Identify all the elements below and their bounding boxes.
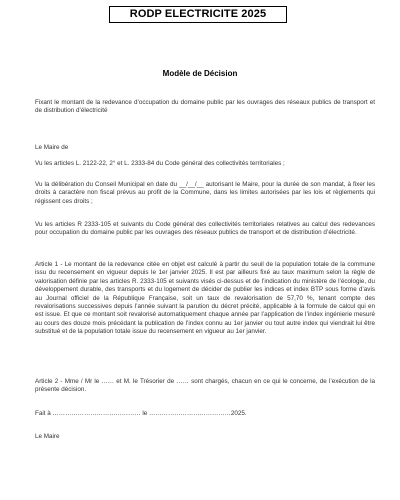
paragraph-signature: Le Maire: [35, 433, 60, 440]
paragraph-objet: Fixant le montant de la redevance d’occupation du domaine public par les ouvrages des réseaux publics de transport et de distribution d’électricité: [35, 99, 375, 115]
paragraph-article-2: Article 2 - Mme / Mr le …… et M. le Trésorier de …… sont chargés, chacun en ce qui le concerne, de l’exécution de la présente décision.: [35, 378, 375, 394]
paragraph-article-1: Article 1 - Le montant de la redevance citée en objet est calculé à partir du seuil de la population totale de la commune issu du recensement en vigueur depuis le 1er janvier 2025. Il est par ailleurs fixé au taux maximum selon la règle de valorisation définie par les articles R. 2333-105 et suivants visés ci-dessus et de l’indication du ministère de l’écologie, du développement durable, des transports et du logement de décider de publier les indices et index BTP sous forme d’avis au Journal officiel de la République Française, soit un taux de revalorisation de 57,70 %, tenant compte des revalorisations successives depuis l’année suivant la parution du décret précité, applicable à la formule de calcul qui en est issue. Et que ce montant soit revalorisé automatiquement chaque année par l’application de l’index ingénierie mesuré au cours des douze mois précédant la publication de l’index connu au 1er janvier ou tout autre index qui viendrait lui être substitué et de la population totale issue du recensement en vigueur au 1er janvier.: [35, 261, 375, 336]
document-subtitle: Modèle de Décision: [162, 69, 238, 78]
paragraph-fait: Fait à …………………………………… le …………………………………2025.: [35, 410, 247, 417]
paragraph-vu-3: Vu les articles R 2333-105 et suivants du Code général des collectivités territoriales relatives au calcul des redevances pour occupation du domaine public par les ouvrages des réseaux publics de transport et de distribution d’électricité.: [35, 221, 375, 237]
paragraph-vu-2: Vu la délibération du Conseil Municipal en date du __/__/__ autorisant le Maire, pour la durée de son mandat, à fixer les droits à caractère non fiscal prévus au profit de la Commune, dans les limites autorisées par les lois et règlements qui régissent ces droits ;: [35, 181, 375, 205]
paragraph-vu-1: Vu les articles L. 2122-22, 2° et L. 2333-84 du Code général des collectivités territoriales ;: [35, 160, 285, 167]
document-title: RODP ELECTRICITE 2025: [109, 6, 287, 23]
paragraph-maire: Le Maire de: [35, 144, 69, 151]
